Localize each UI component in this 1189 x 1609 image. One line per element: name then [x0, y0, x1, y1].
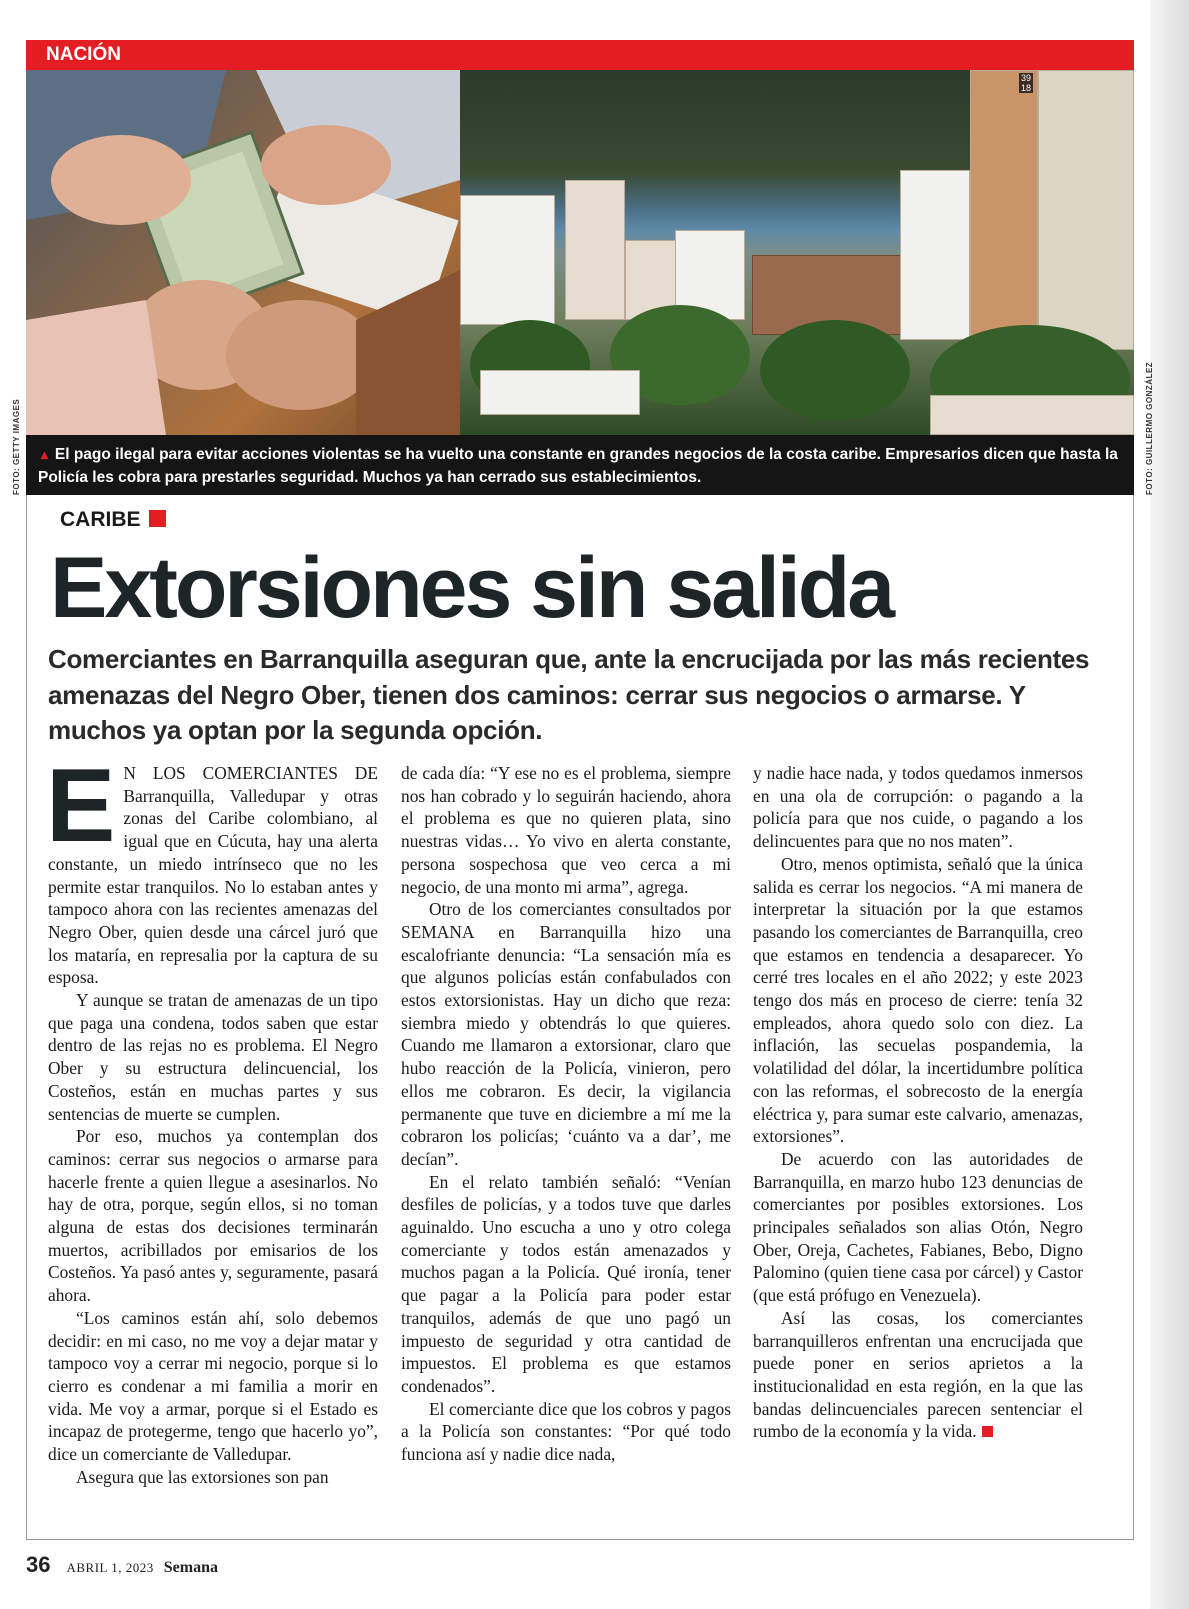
money-exchange-illustration: [26, 70, 460, 435]
photo-money-exchange: [26, 70, 460, 435]
magazine-name: Semana: [163, 1559, 218, 1576]
tree: [760, 320, 910, 420]
paragraph: De acuerdo con las autoridades de Barranquilla, en marzo hubo 123 denuncias de comerciantes por posibles extorsiones. Los principales señalados son alias Otón, Negro Ober, Oreja, Cachetes, Fabianes, Bebo, Digno Palomino (quien tiene casa por cárcel) y Castor (que está prófugo en Venezuela).: [753, 1148, 1083, 1306]
tower: [1038, 70, 1134, 350]
building: [900, 170, 970, 340]
page-footer: [26, 1552, 218, 1578]
kicker-square-icon: [149, 510, 166, 527]
article-column-2: [401, 762, 731, 1466]
paragraph-final: [753, 1307, 1083, 1443]
paragraph: Otro de los comerciantes consultados por SEMANA en Barranquilla hizo una escalofriante denuncia: “La sensación mía es que algunos policías están confabulados con estos extorsionistas. Hay un dicho que reza: siembra miedo y obtendrás lo que quieres. Cuando me llamaron a extorsionar, claro que hubo reacción de la Policía, vinieron, pero ellos me cobraron. Es decir, la vigilancia permanente que tuve en diciembre a mí me la cobraron los policías; ‘cuánto va a dar’, me decían”.: [401, 899, 731, 1169]
photo-barranquilla-skyline: [460, 70, 1134, 435]
headline: Extorsiones sin salida: [50, 540, 893, 636]
paragraph: de cada día: “Y ese no es el problema, siempre nos han cobrado y lo seguirán haciendo, ahora el problema es que no quieren plata, sino nuestras vidas… Yo vivo en alerta constante, persona sospechosa que veo cerca a mi negocio, de una monto mi arma”, agrega.: [401, 763, 731, 897]
page-edge-shadow: [1150, 0, 1189, 1609]
paragraph: Y aunque se tratan de amenazas de un tipo que paga una condena, todos saben que estar dentro de las rejas no es problema. El Negro Ober y su estructura delincuencial, los Costeños, están en muchas partes y sus sentencias de muerte se cumplen.: [48, 990, 378, 1124]
photo-credit-left: FOTO: GETTY IMAGES: [12, 398, 21, 495]
paragraph: “Los caminos están ahí, solo debemos decidir: en mi caso, no me voy a dejar matar y tampoco voy a cerrar mi negocio, porque si lo cierro es condenar a mi familia a morir en vida. Me voy a armar, porque si el Estado es incapaz de protegerme, tengo que hacerlo yo”, dice un comerciante de Valledupar.: [48, 1307, 378, 1465]
caption-triangle-icon: ▲: [38, 447, 51, 462]
low-building: [930, 395, 1134, 435]
drop-cap: E: [46, 748, 116, 864]
paragraph: N LOS COMERCIANTES DE Barranquilla, Valledupar y otras zonas del Caribe colombiano, al igual que en Cúcuta, hay una alerta constante, un miedo intrínseco que no les permite estar tranquilos. No lo estaban antes y tampoco ahora con las recientes amenazas del Negro Ober, quien desde una cárcel juró que los mataría, en represalia por la captura de su esposa.: [48, 763, 378, 988]
photo-caption: [26, 435, 1134, 495]
kicker-text: CARIBE: [60, 508, 141, 531]
building-sign: 3918: [1020, 73, 1031, 93]
paragraph: y nadie hace nada, y todos quedamos inmersos en una ola de corrupción: o pagando a la policía para que nos cuide, o pagando a los delincuentes para que no nos maten”.: [753, 763, 1083, 852]
deck: Comerciantes en Barranquilla aseguran que, ante la encrucijada por las más recientes amenazas del Negro Ober, tienen dos caminos: cerrar sus negocios o armarse. Y muchos ya optan por la segunda opción.: [48, 644, 1090, 745]
low-building: [480, 370, 640, 415]
page-number: 36: [26, 1552, 51, 1577]
section-label: NACIÓN: [26, 40, 1134, 70]
paragraph: Por eso, muchos ya contemplan dos caminos: cerrar sus negocios o armarse para hacerle frente a quien llegue a asesinarlos. No hay de otra, porque, según ellos, si no toman alguna de estas dos decisiones terminarán muertos, acribillados por emisarios de los Costeños. Ya pasó antes y, seguramente, pasará ahora.: [48, 1126, 378, 1306]
paragraph: Asegura que las extorsiones son pan: [76, 1466, 329, 1487]
photo-credit-right: FOTO: GUILLERMO GONZÁLEZ: [1145, 361, 1154, 495]
building: [460, 195, 555, 325]
paragraph: Otro, menos optimista, señaló que la única salida es cerrar los negocios. “A mi manera de interpretar la situación por la que estamos pasando los comerciantes de Barranquilla, creo que estamos en tendencia a desaparecer. Yo cerré tres locales en el año 2022; y este 2023 tengo dos más en proceso de cierre: tenía 32 empleados, ahora quedo solo con diez. La inflación, las secuelas pospandemia, la volatilidad del dólar, la incertidumbre política con las reformas, el sobrecosto de la energía eléctrica y, para sumar este calvario, amenazas, extorsiones”.: [753, 853, 1083, 1147]
tower-with-sign: [970, 70, 1038, 350]
building: [565, 180, 625, 320]
article-column-3: [753, 762, 1083, 1443]
kicker: [60, 508, 166, 532]
paragraph: En el relato también señaló: “Venían desfiles de policías, y a todos tuve que darles aguinaldo. Uno escucha a uno y otro colega comerciante y todos están amenazados y muchos pagan a la Policía. Qué ironía, tener que pagar a la Policía para poder estar tranquilos, además de que uno pagó un impuesto de seguridad y otra cantidad de impuestos. El problema es que estamos condenados”.: [401, 1171, 731, 1396]
end-mark-icon: [982, 1426, 993, 1437]
issue-date: ABRIL 1, 2023: [66, 1560, 154, 1575]
paragraph: El comerciante dice que los cobros y pagos a la Policía son constantes: “Por qué todo funciona así y nadie dice nada,: [401, 1398, 731, 1465]
caption-text: El pago ilegal para evitar acciones violentas se ha vuelto una constante en grandes negocios de la costa caribe. Empresarios dicen que hasta la Policía les cobra para prestarles seguridad. Muchos ya han cerrado sus establecimientos.: [38, 446, 1118, 486]
article-column-1: [46, 748, 378, 1489]
final-paragraph-text: Así las cosas, los comerciantes barranquilleros enfrentan una encrucijada que puede poner en serios aprietos a la institucionalidad en esta región, en la que las bandas delincuenciales parecen sentenciar el rumbo de la economía y la vida.: [753, 1307, 1083, 1442]
